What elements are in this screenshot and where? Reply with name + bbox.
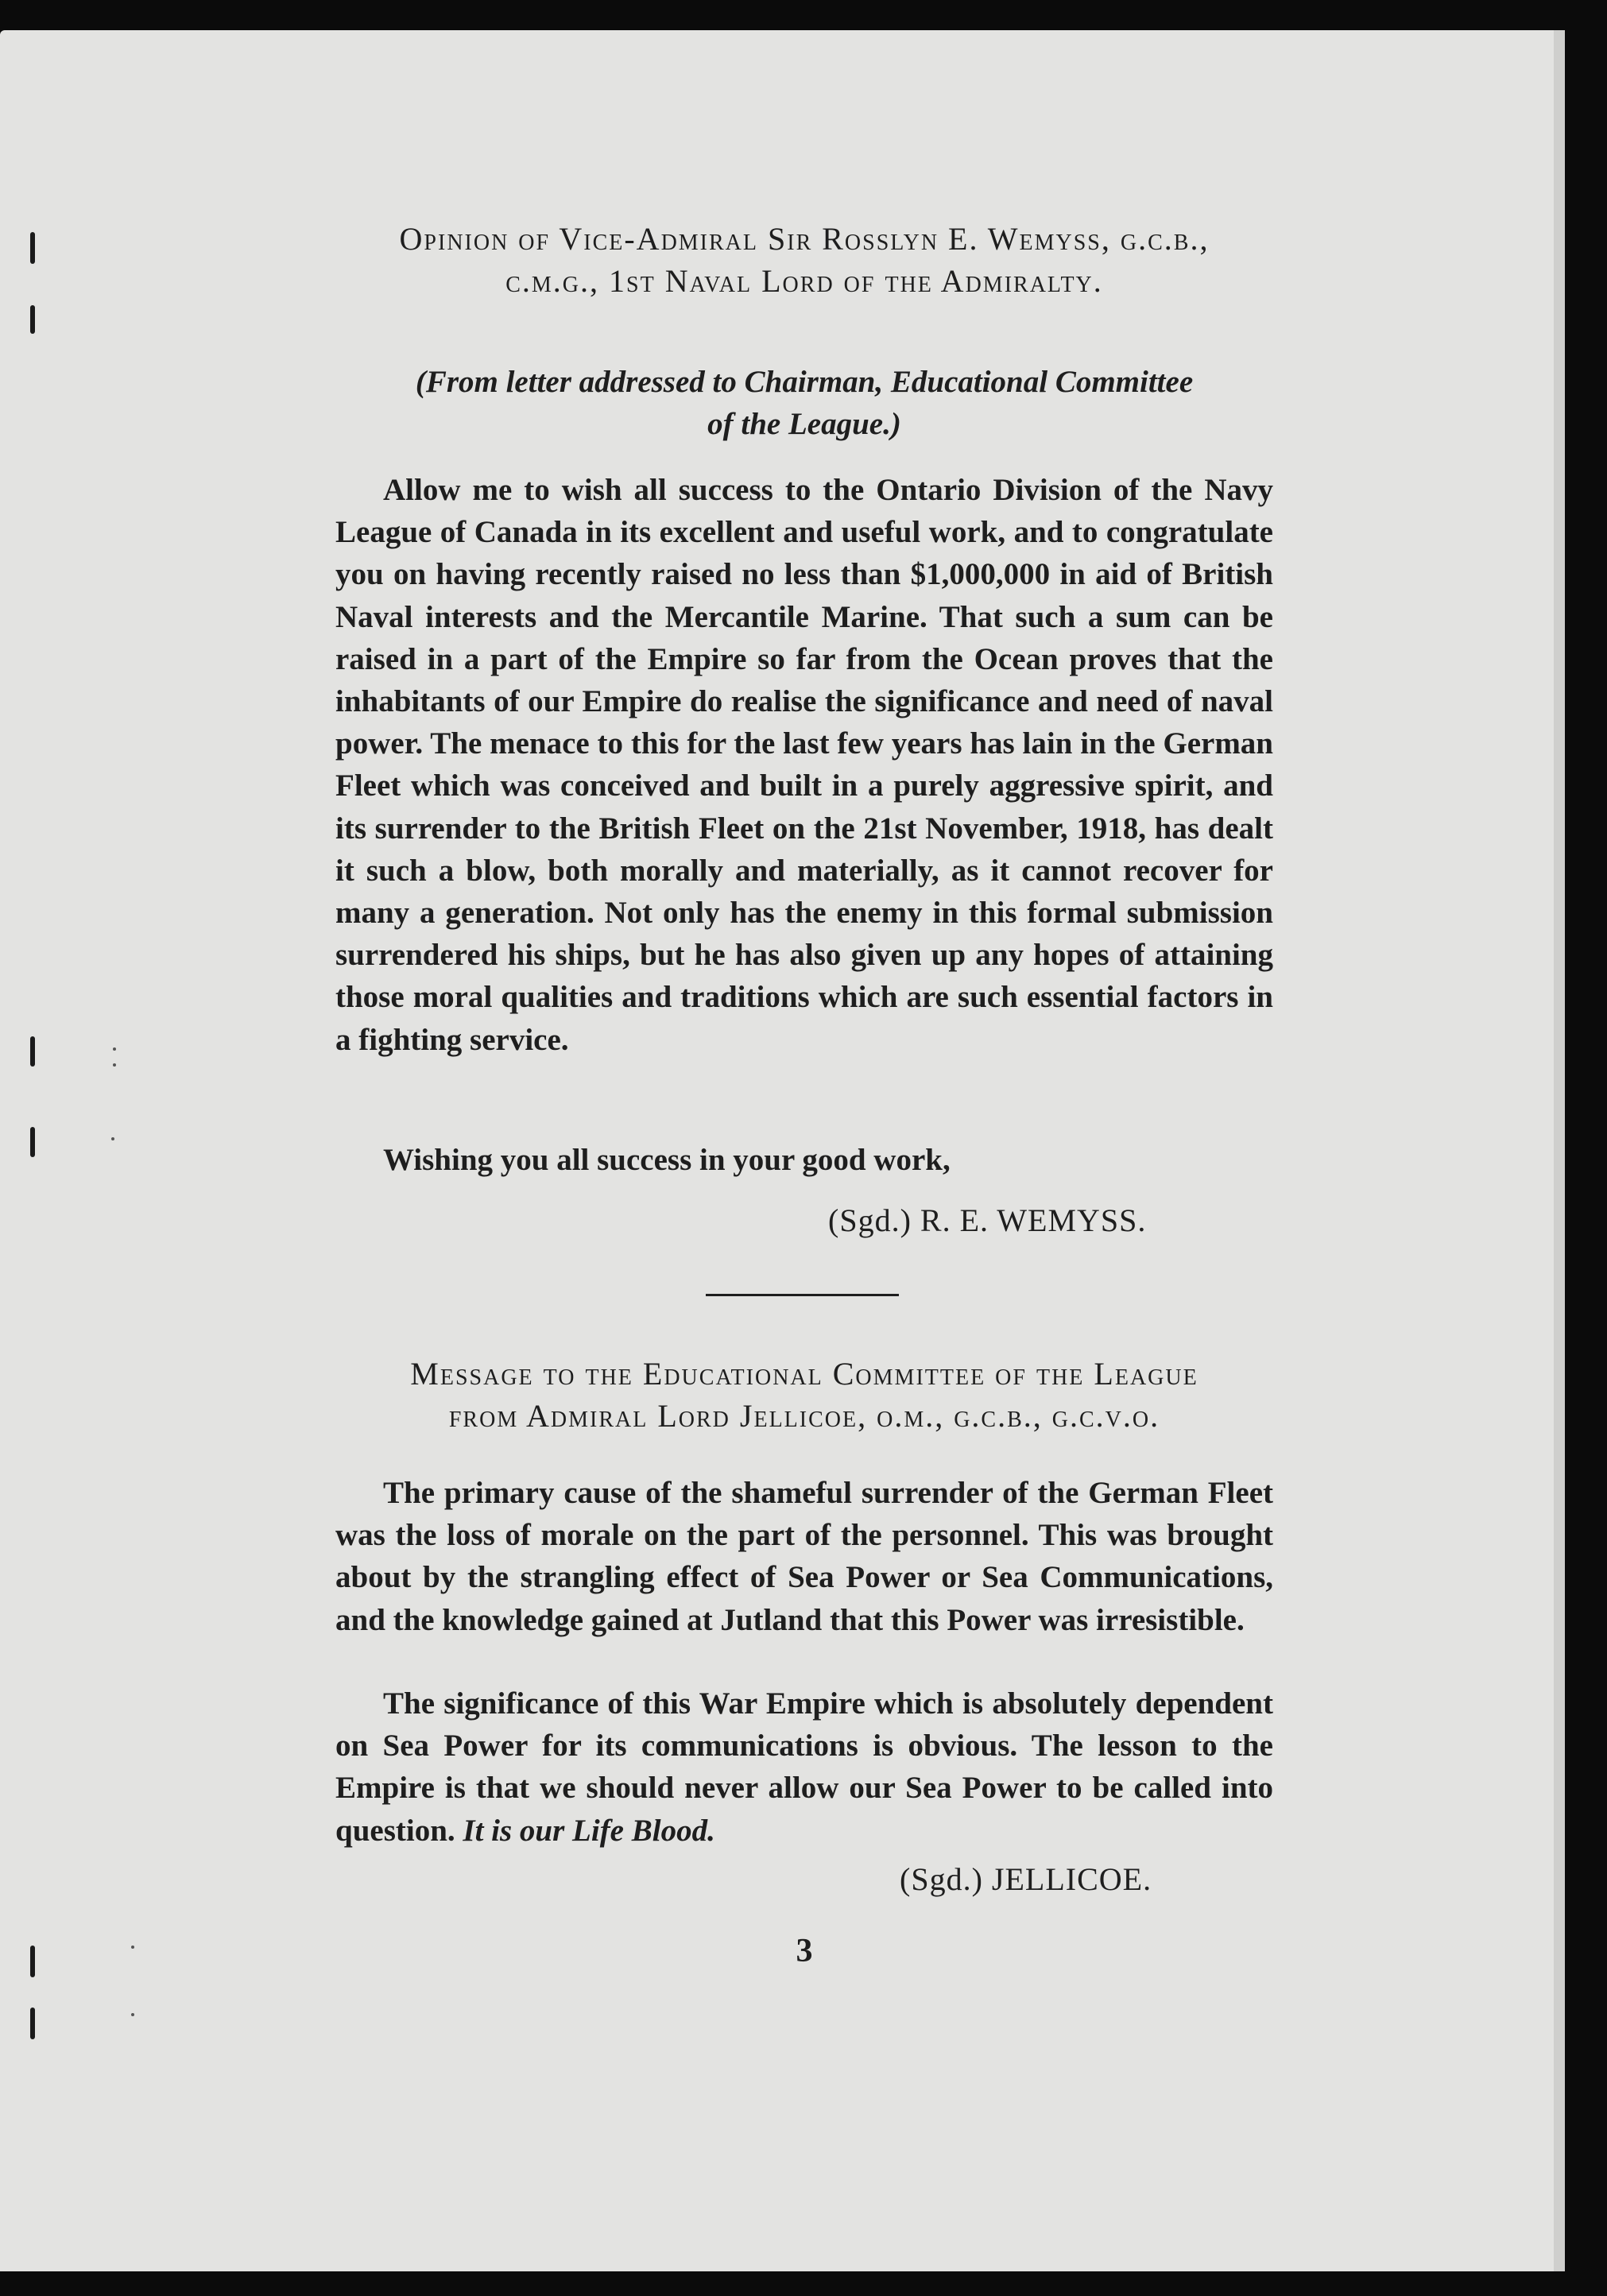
jellicoe-body-paragraph1: The primary cause of the shameful surrender of the German Fleet was the loss of morale on the part of the personnel. This was brought about by the strangling effect of Sea Power or Sea Communications, and the knowledge gained at Jutland that this Power was irresistible.	[335, 1476, 1273, 1637]
wemyss-heading-line2: c.m.g., 1st Naval Lord of the Admiralty.	[505, 263, 1103, 299]
binding-mark	[30, 232, 35, 264]
document-page	[0, 30, 1554, 2271]
speck	[131, 1946, 134, 1949]
binding-mark	[30, 1946, 35, 1977]
jellicoe-body-text: The significance of this War Empire which is absolutely dependent on Sea Power for its communications is obvious. The lesson to the Empire is that we should never allow our Sea Power to be called into question.	[335, 1686, 1273, 1848]
wemyss-closing: Wishing you all success in your good work,	[383, 1143, 951, 1177]
source-line2: of the League.)	[707, 407, 901, 441]
binding-mark	[30, 1127, 35, 1157]
jellicoe-heading-line2: from Admiral Lord Jellicoe, o.m., g.c.b., g.c.v.o.	[448, 1398, 1160, 1434]
section-divider	[706, 1294, 899, 1296]
wemyss-signature: (Sgd.) R. E. WEMYSS.	[828, 1202, 1147, 1238]
speck	[113, 1063, 116, 1067]
speck	[111, 1137, 114, 1140]
jellicoe-emphasis: It is our Life Blood.	[463, 1813, 715, 1848]
source-line1: (From letter addressed to Chairman, Educational Committee	[415, 365, 1194, 399]
wemyss-heading	[335, 218, 1273, 302]
binding-mark	[30, 305, 35, 334]
jellicoe-heading	[335, 1353, 1273, 1437]
page-edge	[1554, 30, 1565, 2271]
binding-mark	[30, 2008, 35, 2039]
wemyss-source-note	[335, 361, 1273, 445]
page-number: 3	[796, 1933, 813, 1969]
binding-mark	[30, 1036, 35, 1067]
wemyss-heading-line1: Opinion of Vice-Admiral Sir Rosslyn E. Wemyss, g.c.b.,	[399, 221, 1210, 257]
wemyss-letter-body: Allow me to wish all success to the Ontario Division of the Navy League of Canada in its excellent and useful work, and to congratulate you on having recently raised no less than $1,000,000 in aid of British Naval interests and the Mercantile Marine. That such a sum can be raised in a part of the Empire so far from the Ocean proves that the inhabitants of our Empire do realise the significance and need of naval power. The menace to this for the last few years has lain in the German Fleet which was conceived and built in a purely aggressive spirit, and its surrender to the British Fleet on the 21st November, 1918, has dealt it such a blow, both morally and materially, as it cannot recover for many a generation. Not only has the enemy in this formal submission surrendered his ships, but he has also given up any hopes of attaining those moral qualities and traditions which are such essential factors in a fighting service.	[335, 473, 1273, 1057]
jellicoe-body-paragraph2	[335, 1682, 1273, 1852]
speck	[113, 1047, 116, 1051]
jellicoe-heading-line1: Message to the Educational Committee of the League	[410, 1356, 1198, 1392]
speck	[131, 2013, 134, 2016]
jellicoe-signature: (Sgd.) JELLICOE.	[900, 1861, 1152, 1897]
